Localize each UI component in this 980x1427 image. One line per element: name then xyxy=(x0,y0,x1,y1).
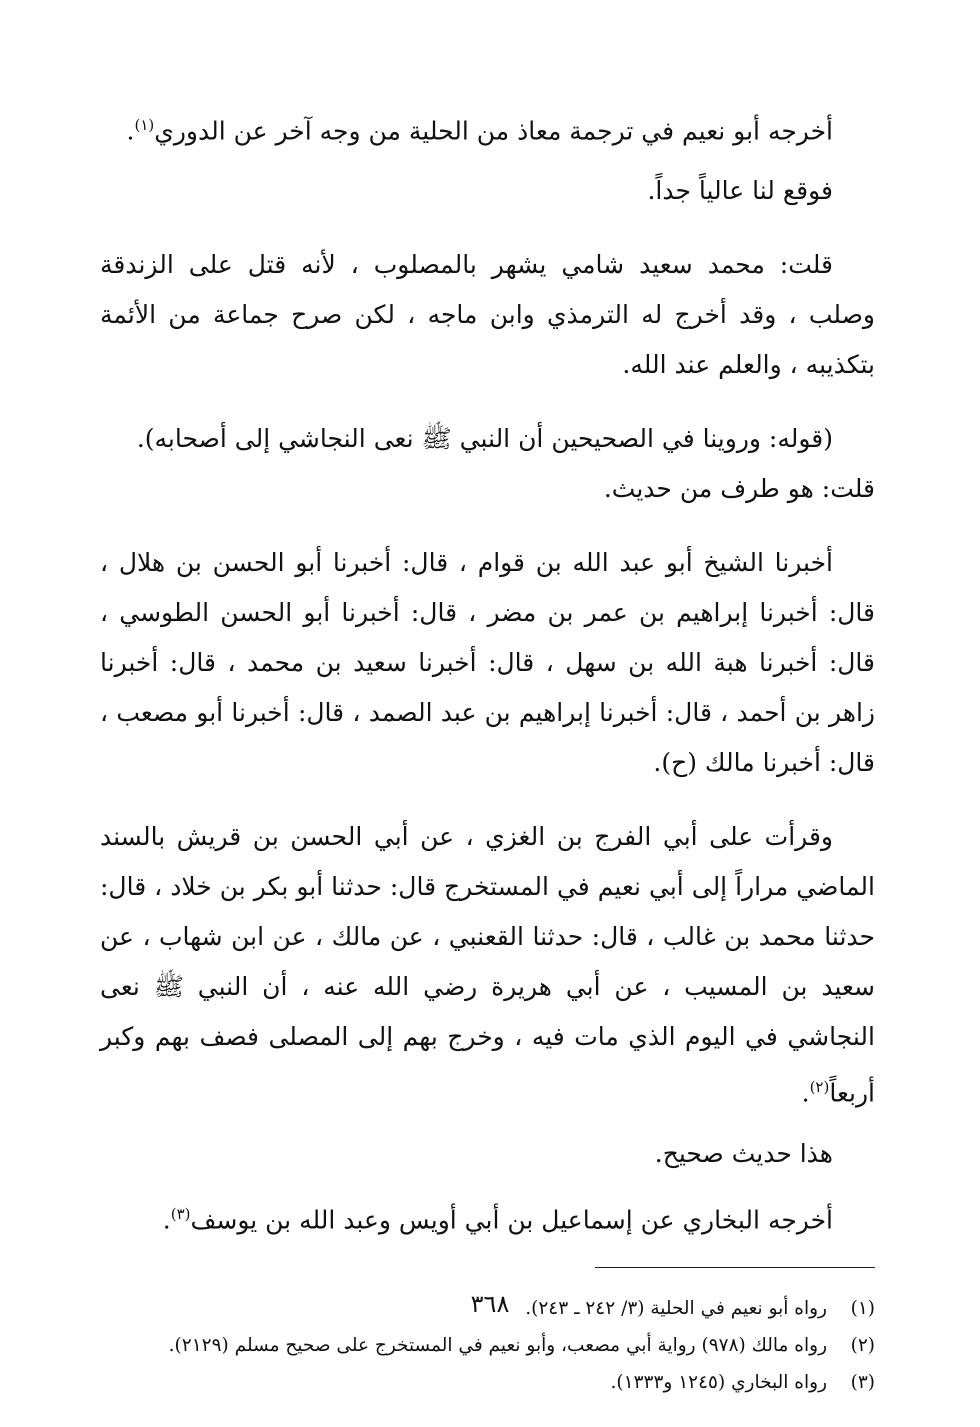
paragraph-quote xyxy=(100,414,875,464)
paragraph-narrator-note xyxy=(100,240,875,390)
footnote-text: رواه البخاري (١٢٤٥ و١٣٣٣). xyxy=(610,1371,827,1393)
footnote-ref[interactable]: (١) xyxy=(134,116,155,134)
footnote-separator xyxy=(595,1267,875,1268)
paragraph-high-chain xyxy=(100,166,875,216)
footnote-item xyxy=(100,1364,875,1401)
paragraph-text: وقرأت على أبي الفرج بن الغزي ، عن أبي الحسن بن قريش بالسند الماضي مراراً إلى أبي نعيم في المستخرج قال: حدثنا أبو بكر بن خلاد ، قال: حدثنا محمد بن غالب ، قال: حدثنا القعنبي ، عن مالك ، عن ابن شهاب ، عن سعيد بن المسيب ، عن أبي هريرة رضي الله عنه ، أن النبي ﷺ نعى النجاشي في اليوم الذي مات فيه ، وخرج بهم إلى المصلى فصف بهم وكبر أربعاً xyxy=(100,822,875,1108)
paragraph-tail: . xyxy=(801,1078,810,1108)
paragraph-text: قلت: هو طرف من حديث. xyxy=(603,474,875,504)
paragraph-isnad-1 xyxy=(100,538,875,788)
paragraph-text: أخرجه أبو نعيم في ترجمة معاذ من الحلية من وجه آخر عن الدوري xyxy=(154,116,833,146)
paragraph-text: قلت: محمد سعيد شامي يشهر بالمصلوب ، لأنه قتل على الزندقة وصلب ، وقد أخرج له الترمذي وابن ماجه ، لكن صرح جماعة من الأئمة بتكذيبه ، والعلم عند الله. xyxy=(100,250,875,380)
paragraph-tail: . xyxy=(162,1204,171,1234)
paragraph-text: هذا حديث صحيح. xyxy=(654,1138,833,1168)
footnote-text: رواه أبو نعيم في الحلية (٣/ ٢٤٢ ـ ٢٤٣). xyxy=(525,1297,827,1319)
footnote-item xyxy=(100,1327,875,1364)
page-number: ٣٦٨ xyxy=(470,1290,510,1318)
paragraph-abu-nuaym xyxy=(100,100,875,156)
footnote-text: رواه مالك (٩٧٨) رواية أبي مصعب، وأبو نعيم في المستخرج على صحيح مسلم (٢١٢٩). xyxy=(168,1334,827,1356)
paragraph-text: أخبرنا الشيخ أبو عبد الله بن قوام ، قال: أخبرنا أبو الحسن بن هلال ، قال: أخبرنا إبراهيم بن عمر بن مضر ، قال: أخبرنا أبو الحسن الطوسي ، قال: أخبرنا هبة الله بن سهل ، قال: أخبرنا سعيد بن محمد ، قال: أخبرنا زاهر بن أحمد ، قال: أخبرنا إبراهيم بن عبد الصمد ، قال: أخبرنا أبو مصعب ، قال: أخبرنا مالك (ح). xyxy=(100,548,875,778)
footnote-number: (٢) xyxy=(850,1334,875,1356)
paragraph-tail: . xyxy=(126,116,135,146)
paragraph-authenticity xyxy=(100,1129,875,1179)
paragraph-text: فوقع لنا عالياً جداً. xyxy=(647,176,833,206)
footnote-ref[interactable]: (٣) xyxy=(170,1204,191,1223)
paragraph-hadith-part xyxy=(100,464,875,514)
footnote-number: (٣) xyxy=(850,1371,875,1393)
footnote-ref[interactable]: (٢) xyxy=(809,1078,830,1097)
paragraph-bukhari xyxy=(100,1189,875,1245)
paragraph-text: أخرجه البخاري عن إسماعيل بن أبي أويس وعبد الله بن يوسف xyxy=(190,1204,833,1234)
paragraph-text: (قوله: وروينا في الصحيحين أن النبي ﷺ نعى النجاشي إلى أصحابه). xyxy=(136,424,833,454)
footnote-number: (١) xyxy=(850,1297,875,1319)
paragraph-isnad-2 xyxy=(100,812,875,1118)
